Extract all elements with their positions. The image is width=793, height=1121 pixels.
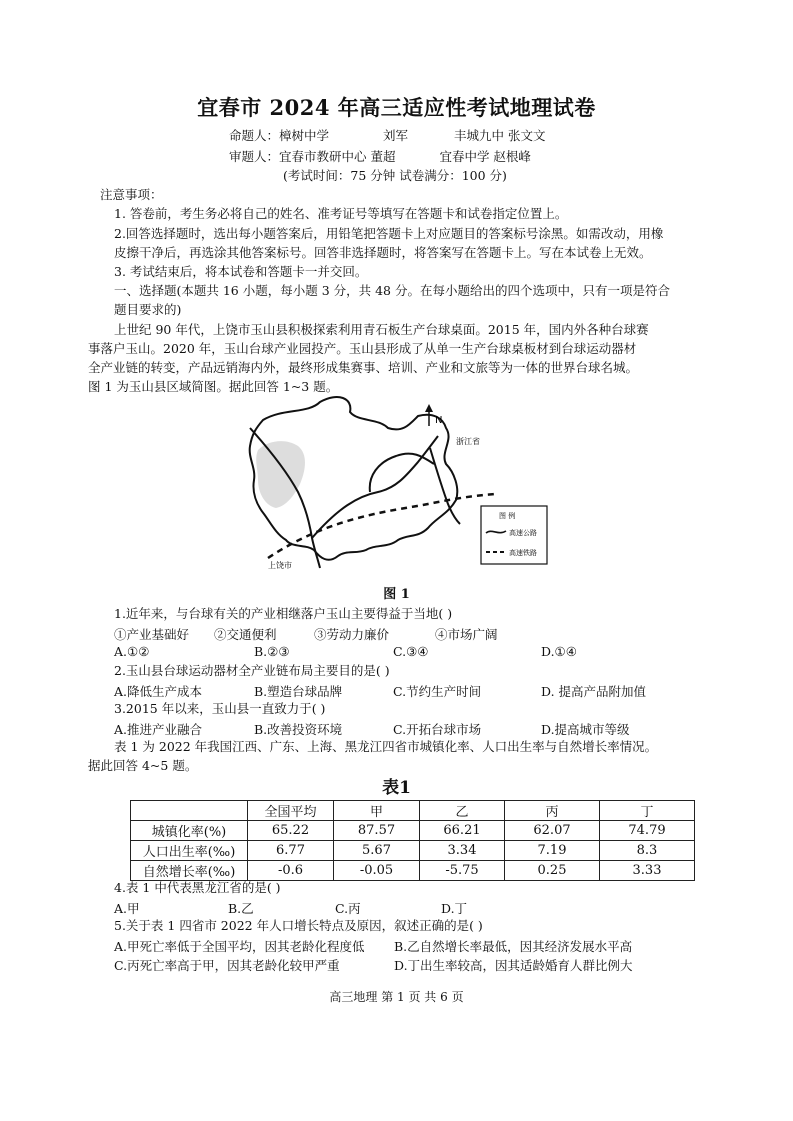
q4-option-b[interactable]: B.乙 [228, 901, 254, 916]
table-header-cell: 丙 [505, 801, 600, 821]
table-cell: 0.25 [505, 861, 600, 881]
question-3-stem: 3.2015 年以来，玉山县一直致力于( ) [114, 701, 326, 716]
page-title: 宜春市 2024 年高三适应性考试地理试卷 [197, 95, 596, 120]
table-header-cell: 甲 [334, 801, 420, 821]
q3-option-d[interactable]: D.提高城市等级 [541, 722, 630, 737]
table-cell: 3.33 [600, 861, 695, 881]
table-cell: 8.3 [600, 841, 695, 861]
table-cell: -0.05 [334, 861, 420, 881]
passage-line: 全产业链的转变，产品远销海内外，最终形成集赛事、培训、产业和文旅等为一体的世界台球名城。 [88, 360, 639, 375]
shangrao-label: 上饶市 [268, 561, 292, 570]
author-line-1 [229, 128, 545, 143]
q5-option-b[interactable]: B.乙自然增长率最低，因其经济发展水平高 [394, 939, 633, 954]
table-row [131, 841, 695, 861]
q1-statement: ①产业基础好 [114, 627, 190, 642]
table-row-label: 城镇化率(%) [131, 821, 248, 841]
author-3: 丰城九中 张文文 [453, 128, 546, 143]
legend-highway-label: 高速公路 [509, 529, 537, 537]
q1-statement: ③劳动力廉价 [314, 627, 390, 642]
north-label: N [435, 415, 443, 426]
table-row-label: 人口出生率(‰) [131, 841, 248, 861]
reviewer-line [229, 149, 531, 164]
question-2-stem: 2.玉山县台球运动器材全产业链布局主要目的是( ) [114, 663, 390, 678]
q3-option-b[interactable]: B.改善投资环境 [254, 722, 343, 737]
notes-heading: 注意事项： [100, 187, 163, 202]
note-item-2-cont: 皮擦干净后，再选涂其他答案标号。回答非选择题时，将答案写在答题卡上。写在本试卷上无效。 [114, 245, 652, 260]
q1-option-d[interactable]: D.①④ [541, 644, 577, 659]
passage-line: 事落户玉山。2020 年，玉山台球产业园投产。玉山县形成了从单一生产台球桌板材到台球运动器材 [88, 341, 637, 356]
q4-option-d[interactable]: D.丁 [441, 901, 468, 916]
q5-option-c[interactable]: C.丙死亡率高于甲，因其老龄化较甲严重 [114, 958, 340, 973]
table-cell: 74.79 [600, 821, 695, 841]
legend-railway-label: 高速铁路 [509, 549, 537, 557]
q5-option-a[interactable]: A.甲死亡率低于全国平均，因其老龄化程度低 [114, 939, 365, 954]
highway-line [370, 454, 434, 492]
table-cell: 7.19 [505, 841, 600, 861]
table-cell: -5.75 [420, 861, 505, 881]
table-cell: 3.34 [420, 841, 505, 861]
question-5-stem: 5.关于表 1 四省市 2022 年人口增长特点及原因，叙述正确的是( ) [114, 918, 483, 933]
author-2: 刘军 [382, 128, 408, 143]
table-row [131, 861, 695, 881]
table-cell: 66.21 [420, 821, 505, 841]
q3-option-c[interactable]: C.开拓台球市场 [393, 722, 482, 737]
table-row-label: 自然增长率(‰) [131, 861, 248, 881]
reviewer-2: 宜春中学 赵根峰 [439, 149, 531, 164]
table-header-cell: 乙 [420, 801, 505, 821]
author-1: 命题人：樟树中学 [229, 128, 330, 143]
q4-option-c[interactable]: C.丙 [335, 901, 361, 916]
legend-title: 图 例 [499, 512, 516, 520]
table-cell: 87.57 [334, 821, 420, 841]
population-table [130, 800, 695, 881]
question-1-stem: 1.近年来，与台球有关的产业相继落户玉山主要得益于当地( ) [114, 606, 453, 621]
highway-line [312, 436, 438, 538]
table-cell: -0.6 [248, 861, 334, 881]
figure-caption: 图 1 [383, 587, 410, 602]
q1-option-a[interactable]: A.①② [114, 644, 150, 659]
table-header-row [131, 801, 695, 821]
q1-option-c[interactable]: C.③④ [393, 644, 429, 659]
yushan-county-map [228, 388, 537, 578]
q4-option-a[interactable]: A.甲 [114, 901, 140, 916]
table-cell: 65.22 [248, 821, 334, 841]
section-heading: 一、选择题(本题共 16 小题，每小题 3 分，共 48 分。在每小题给出的四个选项中，只有一项是符合 [114, 283, 670, 298]
q5-option-d[interactable]: D.丁出生率较高，因其适龄婚育人群比例大 [394, 958, 633, 973]
page-footer: 高三地理 第 1 页 共 6 页 [329, 990, 464, 1004]
q1-option-b[interactable]: B.②③ [254, 644, 290, 659]
passage-line: 表 1 为 2022 年我国江西、广东、上海、黑龙江四省市城镇化率、人口出生率与自然增长率情况。 [114, 739, 658, 754]
note-item-2: 2.回答选择题时，选出每小题答案后，用铅笔把答题卡上对应题目的答案标号涂黑。如需改动，用橡 [114, 226, 664, 241]
shaded-region [256, 441, 305, 508]
passage-line: 据此回答 4~5 题。 [88, 758, 198, 773]
reviewer-1: 审题人：宜春市教研中心 董超 [229, 149, 396, 164]
zhejiang-label: 浙江省 [456, 437, 480, 446]
passage-line: 图 1 为玉山县区域简图。据此回答 1~3 题。 [88, 379, 339, 394]
passage-line: 上世纪 90 年代，上饶市玉山县积极探索利用青石板生产台球桌面。2015 年，国内外各种台球赛 [114, 322, 649, 337]
table-header-cell: 全国平均 [248, 801, 334, 821]
table-cell: 6.77 [248, 841, 334, 861]
q3-option-a[interactable]: A.推进产业融合 [114, 722, 203, 737]
q2-option-c[interactable]: C.节约生产时间 [393, 684, 482, 699]
table-cell: 62.07 [505, 821, 600, 841]
question-4-stem: 4.表 1 中代表黑龙江省的是( ) [114, 880, 281, 895]
table-header-cell [131, 801, 248, 821]
note-item-1: 1. 答卷前，考生务必将自己的姓名、准考证号等填写在答题卡和试卷指定位置上。 [114, 206, 568, 221]
table-title: 表1 [382, 778, 411, 798]
q1-statement: ④市场广阔 [435, 627, 498, 642]
q2-option-b[interactable]: B.塑造台球品牌 [254, 684, 343, 699]
table-header-cell: 丁 [600, 801, 695, 821]
exam-info: (考试时间：75 分钟 试卷满分：100 分) [283, 168, 507, 183]
table-row [131, 821, 695, 841]
table-cell: 5.67 [334, 841, 420, 861]
q2-option-d[interactable]: D. 提高产品附加值 [541, 684, 647, 699]
q2-option-a[interactable]: A.降低生产成本 [114, 684, 203, 699]
section-heading-cont: 题目要求的) [114, 302, 182, 317]
q1-statement: ②交通便利 [214, 627, 277, 642]
note-item-3: 3. 考试结束后，将本试卷和答题卡一并交回。 [114, 264, 368, 279]
